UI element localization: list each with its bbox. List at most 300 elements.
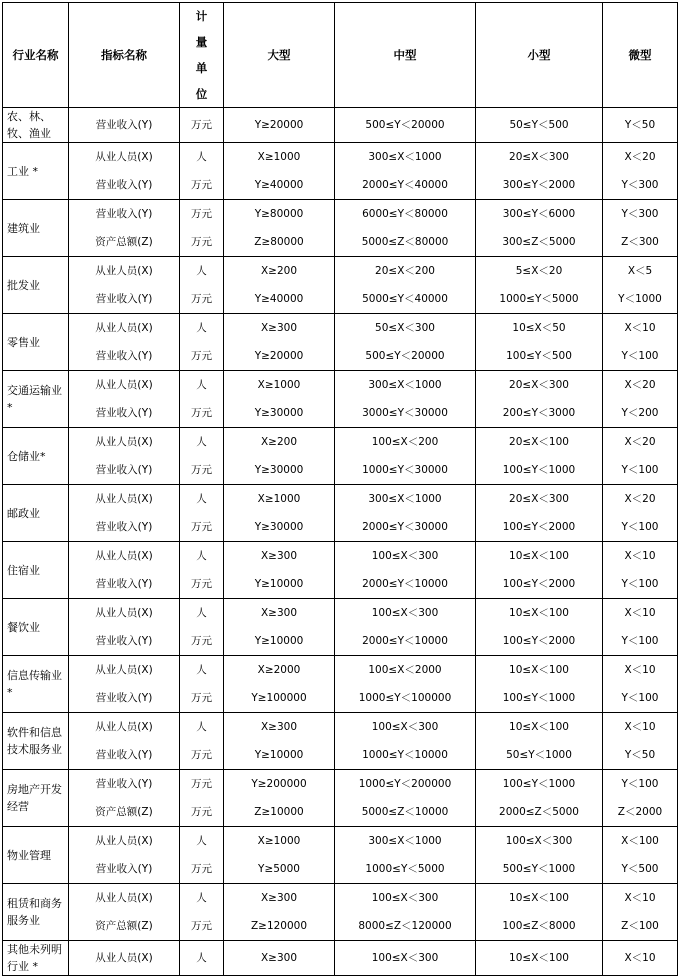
indicator-cell — [69, 542, 180, 599]
small-value: 5≤X＜20 — [515, 265, 563, 277]
table-row — [3, 770, 678, 827]
industry-name-cell: 其他未列明行业 * — [3, 941, 69, 976]
large-cell — [224, 542, 335, 599]
header-micro: 微型 — [603, 3, 678, 108]
indicator-cell — [69, 770, 180, 827]
medium-cell — [335, 941, 476, 976]
indicator-value: 资产总额(Z) — [95, 806, 153, 818]
table-row — [3, 108, 678, 143]
large-cell — [224, 713, 335, 770]
medium-value: 2000≤Y＜40000 — [362, 179, 448, 191]
large-value: X≥1000 — [257, 151, 301, 163]
unit-value: 人 — [196, 436, 207, 448]
small-value: 2000≤Z＜5000 — [499, 806, 579, 818]
small-cell — [476, 108, 603, 143]
industry-name-cell: 仓储业* — [3, 428, 69, 485]
unit-value: 万元 — [191, 407, 212, 419]
unit-cell — [180, 770, 224, 827]
industry-name-cell: 信息传输业 * — [3, 656, 69, 713]
header-indicator: 指标名称 — [69, 3, 180, 108]
micro-value: Y＜100 — [621, 692, 659, 704]
large-value: Z≥10000 — [254, 806, 304, 818]
medium-cell — [335, 371, 476, 428]
medium-value: 6000≤Y＜80000 — [362, 208, 448, 220]
micro-value: X＜10 — [624, 664, 656, 676]
micro-value: Y＜100 — [621, 464, 659, 476]
small-cell — [476, 428, 603, 485]
micro-cell — [603, 200, 678, 257]
table-row — [3, 827, 678, 884]
small-value: 10≤X＜100 — [509, 664, 569, 676]
unit-value: 万元 — [191, 293, 212, 305]
micro-value: Y＜300 — [621, 208, 659, 220]
large-value: X≥1000 — [257, 379, 301, 391]
indicator-value: 从业人员(X) — [95, 436, 153, 448]
medium-value: 100≤X＜300 — [371, 892, 439, 904]
micro-cell — [603, 143, 678, 200]
unit-value: 万元 — [191, 635, 212, 647]
small-value: 10≤X＜100 — [509, 550, 569, 562]
large-cell — [224, 108, 335, 143]
unit-value: 人 — [196, 892, 207, 904]
large-value: Z≥120000 — [250, 920, 308, 932]
medium-value: 5000≤Y＜40000 — [362, 293, 448, 305]
large-value: Y≥30000 — [254, 464, 304, 476]
small-value: 100≤Y＜500 — [506, 350, 572, 362]
header-medium: 中型 — [335, 3, 476, 108]
small-cell — [476, 542, 603, 599]
unit-value: 人 — [196, 322, 207, 334]
indicator-value: 营业收入(Y) — [95, 521, 153, 533]
unit-value: 人 — [196, 151, 207, 163]
large-value: Y≥20000 — [254, 119, 304, 131]
unit-value: 人 — [196, 550, 207, 562]
indicator-value: 从业人员(X) — [95, 151, 153, 163]
indicator-cell — [69, 599, 180, 656]
micro-value: Y＜100 — [621, 350, 659, 362]
small-cell — [476, 485, 603, 542]
micro-value: Y＜100 — [621, 778, 659, 790]
large-cell — [224, 770, 335, 827]
industry-name-cell: 软件和信息技术服务业 — [3, 713, 69, 770]
large-cell — [224, 371, 335, 428]
micro-value: X＜20 — [624, 493, 656, 505]
header-small: 小型 — [476, 3, 603, 108]
table-row — [3, 656, 678, 713]
medium-value: 1000≤Y＜30000 — [362, 464, 448, 476]
medium-value: 1000≤Y＜5000 — [365, 863, 445, 875]
micro-cell — [603, 713, 678, 770]
header-industry: 行业名称 — [3, 3, 69, 108]
micro-cell — [603, 599, 678, 656]
small-value: 10≤X＜100 — [509, 892, 569, 904]
medium-cell — [335, 656, 476, 713]
micro-value: Z＜2000 — [617, 806, 663, 818]
indicator-cell — [69, 713, 180, 770]
medium-cell — [335, 827, 476, 884]
micro-value: X＜10 — [624, 550, 656, 562]
indicator-value: 从业人员(X) — [95, 892, 153, 904]
indicator-value: 从业人员(X) — [95, 664, 153, 676]
micro-cell — [603, 485, 678, 542]
small-value: 20≤X＜300 — [509, 493, 569, 505]
small-value: 1000≤Y＜5000 — [499, 293, 579, 305]
indicator-cell — [69, 428, 180, 485]
unit-value: 万元 — [191, 806, 212, 818]
micro-value: X＜10 — [624, 952, 656, 964]
large-value: X≥2000 — [257, 664, 301, 676]
enterprise-size-table — [2, 2, 678, 976]
classification-table-sheet — [2, 2, 677, 976]
unit-value: 万元 — [191, 236, 212, 248]
unit-cell — [180, 827, 224, 884]
indicator-value: 从业人员(X) — [95, 721, 153, 733]
unit-cell — [180, 884, 224, 941]
unit-cell — [180, 257, 224, 314]
micro-value: Y＜100 — [621, 521, 659, 533]
large-cell — [224, 485, 335, 542]
small-value: 300≤Y＜6000 — [502, 208, 576, 220]
unit-cell — [180, 713, 224, 770]
unit-value: 人 — [196, 952, 207, 964]
large-cell — [224, 827, 335, 884]
large-value: X≥300 — [260, 607, 298, 619]
medium-value: 5000≤Z＜10000 — [361, 806, 449, 818]
small-value: 20≤X＜300 — [509, 151, 569, 163]
indicator-value: 资产总额(Z) — [95, 920, 153, 932]
indicator-value: 营业收入(Y) — [95, 208, 153, 220]
unit-cell — [180, 108, 224, 143]
indicator-value: 营业收入(Y) — [95, 407, 153, 419]
large-value: X≥300 — [260, 892, 298, 904]
small-value: 100≤Y＜1000 — [502, 464, 576, 476]
small-cell — [476, 200, 603, 257]
micro-value: Y＜50 — [624, 749, 656, 761]
micro-value: Y＜100 — [621, 635, 659, 647]
table-row — [3, 257, 678, 314]
medium-value: 300≤X＜1000 — [368, 493, 442, 505]
unit-cell — [180, 428, 224, 485]
unit-value: 万元 — [191, 119, 212, 131]
indicator-cell — [69, 884, 180, 941]
unit-value: 万元 — [191, 863, 212, 875]
large-cell — [224, 941, 335, 976]
micro-value: Y＜200 — [621, 407, 659, 419]
unit-cell — [180, 656, 224, 713]
unit-cell — [180, 143, 224, 200]
large-cell — [224, 599, 335, 656]
indicator-cell — [69, 108, 180, 143]
indicator-value: 营业收入(Y) — [95, 778, 153, 790]
medium-value: 3000≤Y＜30000 — [362, 407, 448, 419]
medium-value: 2000≤Y＜10000 — [362, 635, 448, 647]
unit-value: 万元 — [191, 464, 212, 476]
indicator-cell — [69, 485, 180, 542]
micro-cell — [603, 314, 678, 371]
micro-value: X＜10 — [624, 322, 656, 334]
small-value: 10≤X＜50 — [512, 322, 566, 334]
medium-cell — [335, 314, 476, 371]
indicator-cell — [69, 656, 180, 713]
medium-value: 300≤X＜1000 — [368, 151, 442, 163]
medium-value: 100≤X＜300 — [371, 721, 439, 733]
unit-cell — [180, 314, 224, 371]
large-cell — [224, 884, 335, 941]
micro-cell — [603, 428, 678, 485]
unit-value: 万元 — [191, 692, 212, 704]
unit-value: 人 — [196, 607, 207, 619]
medium-value: 300≤X＜1000 — [368, 379, 442, 391]
indicator-cell — [69, 257, 180, 314]
unit-value: 人 — [196, 721, 207, 733]
small-value: 20≤X＜100 — [509, 436, 569, 448]
large-value: X≥1000 — [257, 493, 301, 505]
unit-value: 人 — [196, 379, 207, 391]
indicator-value: 营业收入(Y) — [95, 464, 153, 476]
medium-value: 100≤X＜300 — [371, 952, 439, 964]
medium-value: 500≤Y＜20000 — [365, 119, 445, 131]
micro-value: X＜20 — [624, 151, 656, 163]
large-value: Y≥200000 — [251, 778, 307, 790]
micro-value: Y＜1000 — [618, 293, 662, 305]
micro-cell — [603, 542, 678, 599]
small-value: 500≤Y＜1000 — [502, 863, 576, 875]
industry-name-cell: 住宿业 — [3, 542, 69, 599]
large-cell — [224, 428, 335, 485]
indicator-value: 从业人员(X) — [95, 607, 153, 619]
indicator-value: 营业收入(Y) — [95, 863, 153, 875]
small-value: 300≤Z＜5000 — [502, 236, 576, 248]
small-cell — [476, 599, 603, 656]
indicator-value: 从业人员(X) — [95, 493, 153, 505]
unit-value: 万元 — [191, 578, 212, 590]
medium-cell — [335, 257, 476, 314]
small-value: 50≤Y＜500 — [509, 119, 569, 131]
micro-cell — [603, 108, 678, 143]
small-value: 100≤Z＜8000 — [502, 920, 576, 932]
small-cell — [476, 656, 603, 713]
large-value: Y≥10000 — [254, 749, 304, 761]
unit-value: 万元 — [191, 521, 212, 533]
table-row — [3, 200, 678, 257]
large-value: X≥300 — [260, 322, 298, 334]
micro-cell — [603, 884, 678, 941]
large-value: X≥1000 — [257, 835, 301, 847]
table-row — [3, 485, 678, 542]
small-value: 100≤Y＜1000 — [502, 692, 576, 704]
unit-cell — [180, 599, 224, 656]
industry-name-cell: 交通运输业 * — [3, 371, 69, 428]
small-cell — [476, 941, 603, 976]
micro-cell — [603, 257, 678, 314]
large-cell — [224, 200, 335, 257]
large-cell — [224, 314, 335, 371]
table-row — [3, 428, 678, 485]
unit-value: 万元 — [191, 920, 212, 932]
large-cell — [224, 656, 335, 713]
large-value: Y≥100000 — [251, 692, 307, 704]
medium-cell — [335, 108, 476, 143]
unit-value: 万元 — [191, 179, 212, 191]
industry-name-cell: 农、林、牧、渔业 — [3, 108, 69, 143]
medium-value: 2000≤Y＜10000 — [362, 578, 448, 590]
micro-value: Y＜500 — [621, 863, 659, 875]
small-value: 300≤Y＜2000 — [502, 179, 576, 191]
unit-value: 人 — [196, 664, 207, 676]
small-value: 100≤Y＜1000 — [502, 778, 576, 790]
indicator-cell — [69, 371, 180, 428]
indicator-value: 从业人员(X) — [95, 379, 153, 391]
table-row — [3, 884, 678, 941]
medium-value: 2000≤Y＜30000 — [362, 521, 448, 533]
small-cell — [476, 143, 603, 200]
industry-name-cell: 邮政业 — [3, 485, 69, 542]
medium-cell — [335, 770, 476, 827]
large-value: X≥200 — [260, 436, 298, 448]
medium-cell — [335, 599, 476, 656]
medium-cell — [335, 542, 476, 599]
micro-value: Y＜50 — [624, 119, 656, 131]
medium-value: 100≤X＜200 — [371, 436, 439, 448]
micro-value: X＜10 — [624, 892, 656, 904]
indicator-value: 营业收入(Y) — [95, 119, 153, 131]
large-value: Y≥10000 — [254, 635, 304, 647]
medium-value: 1000≤Y＜200000 — [358, 778, 452, 790]
indicator-value: 从业人员(X) — [95, 265, 153, 277]
small-value: 10≤X＜100 — [509, 952, 569, 964]
micro-value: X＜10 — [624, 721, 656, 733]
micro-value: X＜100 — [621, 835, 659, 847]
small-value: 10≤X＜100 — [509, 721, 569, 733]
industry-name-cell: 物业管理 — [3, 827, 69, 884]
large-value: X≥300 — [260, 721, 298, 733]
large-value: Y≥40000 — [254, 179, 304, 191]
indicator-value: 资产总额(Z) — [95, 236, 153, 248]
medium-cell — [335, 713, 476, 770]
small-value: 100≤Y＜2000 — [502, 635, 576, 647]
micro-cell — [603, 371, 678, 428]
industry-name-cell: 工业 * — [3, 143, 69, 200]
industry-name-cell: 建筑业 — [3, 200, 69, 257]
table-row — [3, 542, 678, 599]
indicator-value: 从业人员(X) — [95, 952, 153, 964]
large-value: Y≥20000 — [254, 350, 304, 362]
micro-value: Z＜100 — [621, 920, 659, 932]
industry-name-cell: 租赁和商务服务业 — [3, 884, 69, 941]
micro-value: Z＜300 — [621, 236, 659, 248]
small-value: 100≤Y＜2000 — [502, 578, 576, 590]
small-value: 10≤X＜100 — [509, 607, 569, 619]
large-value: Y≥30000 — [254, 521, 304, 533]
small-value: 200≤Y＜3000 — [502, 407, 576, 419]
medium-cell — [335, 884, 476, 941]
medium-cell — [335, 428, 476, 485]
unit-cell — [180, 485, 224, 542]
indicator-value: 营业收入(Y) — [95, 749, 153, 761]
unit-value: 万元 — [191, 778, 212, 790]
large-value: X≥300 — [260, 550, 298, 562]
micro-value: Y＜300 — [621, 179, 659, 191]
industry-name-cell: 餐饮业 — [3, 599, 69, 656]
table-row — [3, 941, 678, 976]
industry-name-cell: 批发业 — [3, 257, 69, 314]
indicator-cell — [69, 314, 180, 371]
small-value: 50≤Y＜1000 — [506, 749, 572, 761]
medium-value: 500≤Y＜20000 — [365, 350, 445, 362]
header-row — [3, 3, 678, 108]
small-value: 100≤X＜300 — [505, 835, 573, 847]
medium-value: 1000≤Y＜100000 — [358, 692, 452, 704]
medium-value: 300≤X＜1000 — [368, 835, 442, 847]
large-value: X≥300 — [260, 952, 298, 964]
small-cell — [476, 827, 603, 884]
industry-name-cell: 零售业 — [3, 314, 69, 371]
indicator-value: 营业收入(Y) — [95, 692, 153, 704]
unit-value: 人 — [196, 265, 207, 277]
unit-value: 万元 — [191, 749, 212, 761]
micro-value: X＜10 — [624, 607, 656, 619]
header-large: 大型 — [224, 3, 335, 108]
table-row — [3, 314, 678, 371]
medium-value: 5000≤Z＜80000 — [361, 236, 449, 248]
medium-value: 50≤X＜300 — [375, 322, 435, 334]
medium-cell — [335, 485, 476, 542]
table-body — [3, 108, 678, 976]
micro-value: Y＜100 — [621, 578, 659, 590]
medium-value: 100≤X＜300 — [371, 607, 439, 619]
small-cell — [476, 257, 603, 314]
small-cell — [476, 884, 603, 941]
micro-cell — [603, 827, 678, 884]
indicator-cell — [69, 143, 180, 200]
unit-value: 万元 — [191, 350, 212, 362]
micro-value: X＜20 — [624, 436, 656, 448]
indicator-value: 营业收入(Y) — [95, 578, 153, 590]
indicator-value: 营业收入(Y) — [95, 179, 153, 191]
medium-value: 100≤X＜2000 — [368, 664, 442, 676]
table-row — [3, 371, 678, 428]
indicator-value: 营业收入(Y) — [95, 635, 153, 647]
micro-value: X＜20 — [624, 379, 656, 391]
medium-value: 20≤X＜200 — [375, 265, 435, 277]
small-cell — [476, 713, 603, 770]
unit-value: 人 — [196, 835, 207, 847]
unit-cell — [180, 542, 224, 599]
micro-cell — [603, 941, 678, 976]
large-value: Z≥80000 — [254, 236, 304, 248]
micro-cell — [603, 770, 678, 827]
large-cell — [224, 257, 335, 314]
small-cell — [476, 371, 603, 428]
industry-name-cell: 房地产开发经营 — [3, 770, 69, 827]
medium-cell — [335, 143, 476, 200]
unit-cell — [180, 200, 224, 257]
large-cell — [224, 143, 335, 200]
large-value: Y≥5000 — [258, 863, 300, 875]
small-cell — [476, 314, 603, 371]
indicator-cell — [69, 941, 180, 976]
unit-value: 万元 — [191, 208, 212, 220]
indicator-value: 营业收入(Y) — [95, 350, 153, 362]
medium-value: 1000≤Y＜10000 — [362, 749, 448, 761]
large-value: X≥200 — [260, 265, 298, 277]
medium-value: 8000≤Z＜120000 — [358, 920, 452, 932]
micro-value: X＜5 — [627, 265, 653, 277]
table-row — [3, 599, 678, 656]
large-value: Y≥40000 — [254, 293, 304, 305]
small-cell — [476, 770, 603, 827]
large-value: Y≥30000 — [254, 407, 304, 419]
